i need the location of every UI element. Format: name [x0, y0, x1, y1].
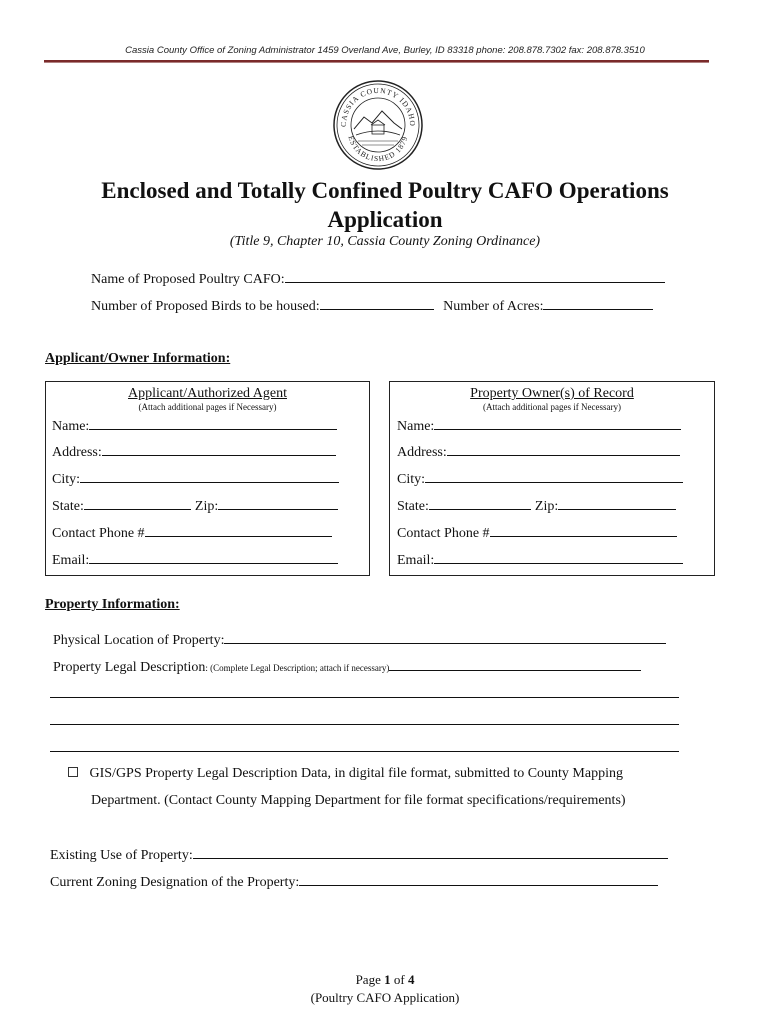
- owner-state-zip-field[interactable]: [397, 497, 676, 515]
- footer-subtitle: (Poultry CAFO Application): [310, 990, 460, 1005]
- owner-state-line[interactable]: [429, 497, 531, 510]
- applicant-email-label: Email:: [52, 553, 90, 568]
- legal-description-line-4[interactable]: [50, 751, 679, 752]
- applicant-state-label: State:: [52, 499, 84, 514]
- owner-city-field[interactable]: [397, 470, 683, 488]
- legal-description-line-3[interactable]: [50, 724, 679, 725]
- owner-phone-line[interactable]: [490, 524, 677, 537]
- cafo-name-label: Name of Proposed Poultry CAFO:: [91, 272, 285, 287]
- form-title: [40, 176, 730, 234]
- applicant-section-heading: Applicant/Owner Information:: [45, 351, 231, 366]
- owner-email-line[interactable]: [434, 551, 683, 564]
- birds-field[interactable]: [91, 297, 653, 315]
- property-legal-line[interactable]: [389, 658, 641, 671]
- property-section-heading: Property Information:: [45, 597, 180, 612]
- existing-use-line[interactable]: [193, 846, 668, 859]
- applicant-phone-label: Contact Phone #: [52, 526, 145, 541]
- acres-label: Number of Acres:: [443, 299, 544, 314]
- applicant-address-field[interactable]: [52, 443, 336, 461]
- property-legal-field[interactable]: [53, 658, 641, 676]
- existing-use-field[interactable]: [50, 846, 668, 864]
- applicant-city-field[interactable]: [52, 470, 339, 488]
- applicant-zip-label: Zip:: [194, 499, 219, 514]
- owner-address-line[interactable]: [447, 443, 680, 456]
- applicant-email-field[interactable]: [52, 551, 338, 569]
- owner-address-label: Address:: [397, 445, 447, 460]
- form-subtitle: (Title 9, Chapter 10, Cassia County Zoning Ordinance): [229, 234, 541, 249]
- page-of: of: [390, 972, 408, 987]
- property-legal-note: : (Complete Legal Description; attach if necessary): [205, 663, 390, 673]
- letterhead: Cassia County Office of Zoning Administrator 1459 Overland Ave, Burley, ID 83318 phone: 208.878.7302 fax: 208.878.3510: [125, 45, 645, 56]
- cafo-name-line[interactable]: [285, 270, 665, 283]
- letterhead-rule: [44, 60, 709, 63]
- applicant-address-line[interactable]: [102, 443, 336, 456]
- applicant-box-title: Applicant/Authorized Agent: [127, 386, 288, 401]
- owner-box-note: (Attach additional pages if Necessary): [483, 402, 621, 412]
- owner-address-field[interactable]: [397, 443, 680, 461]
- gis-checkbox[interactable]: [68, 767, 78, 777]
- owner-name-line[interactable]: [434, 417, 681, 430]
- county-seal: [332, 79, 424, 171]
- legal-description-line-2[interactable]: [50, 697, 679, 698]
- page-current: 1: [384, 972, 391, 987]
- zoning-label: Current Zoning Designation of the Property:: [50, 875, 300, 890]
- applicant-address-label: Address:: [52, 445, 102, 460]
- form-title-line1: Enclosed and Totally Confined Poultry CAFO Operations: [101, 178, 669, 203]
- property-legal-label: Property Legal Description: [53, 660, 206, 675]
- owner-email-label: Email:: [397, 553, 435, 568]
- applicant-email-line[interactable]: [89, 551, 338, 564]
- page-total: 4: [407, 972, 415, 987]
- form-title-line2: Application: [327, 207, 443, 232]
- owner-city-label: City:: [397, 472, 426, 487]
- owner-phone-field[interactable]: [397, 524, 677, 542]
- birds-line[interactable]: [320, 297, 434, 310]
- page-prefix: Page: [355, 972, 385, 987]
- cafo-name-field[interactable]: [91, 270, 665, 288]
- applicant-city-label: City:: [52, 472, 81, 487]
- owner-zip-line[interactable]: [558, 497, 676, 510]
- applicant-name-line[interactable]: [89, 417, 337, 430]
- applicant-name-label: Name:: [52, 419, 90, 434]
- page-number: [0, 972, 770, 988]
- owner-name-field[interactable]: [397, 417, 681, 435]
- existing-use-label: Existing Use of Property:: [50, 848, 193, 863]
- applicant-zip-line[interactable]: [218, 497, 338, 510]
- applicant-phone-field[interactable]: [52, 524, 332, 542]
- property-location-field[interactable]: [53, 631, 666, 649]
- property-location-label: Physical Location of Property:: [53, 633, 225, 648]
- gis-label-line1: GIS/GPS Property Legal Description Data, in digital file format, submitted to County Mapping: [89, 766, 623, 781]
- owner-name-label: Name:: [397, 419, 435, 434]
- applicant-phone-line[interactable]: [145, 524, 332, 537]
- applicant-state-line[interactable]: [84, 497, 191, 510]
- county-seal-graphic: [332, 79, 424, 171]
- zoning-field[interactable]: [50, 873, 658, 891]
- applicant-box-note: (Attach additional pages if Necessary): [138, 402, 277, 412]
- owner-phone-label: Contact Phone #: [397, 526, 490, 541]
- owner-state-label: State:: [397, 499, 429, 514]
- applicant-name-field[interactable]: [52, 417, 337, 435]
- applicant-state-zip-field[interactable]: [52, 497, 338, 515]
- svg-text:CASSIA COUNTY IDAHO: CASSIA COUNTY IDAHO: [338, 85, 418, 128]
- gis-checkbox-row[interactable]: [68, 766, 623, 782]
- owner-city-line[interactable]: [425, 470, 683, 483]
- birds-label: Number of Proposed Birds to be housed:: [91, 299, 320, 314]
- zoning-line[interactable]: [299, 873, 658, 886]
- applicant-city-line[interactable]: [80, 470, 339, 483]
- gis-label-line2: Department. (Contact County Mapping Department for file format specifications/requirements): [91, 793, 626, 808]
- owner-email-field[interactable]: [397, 551, 683, 569]
- acres-line[interactable]: [543, 297, 653, 310]
- svg-text:ESTABLISHED 1879: ESTABLISHED 1879: [346, 134, 410, 164]
- property-location-line[interactable]: [224, 631, 666, 644]
- owner-box-title: Property Owner(s) of Record: [470, 386, 634, 401]
- owner-zip-label: Zip:: [534, 499, 559, 514]
